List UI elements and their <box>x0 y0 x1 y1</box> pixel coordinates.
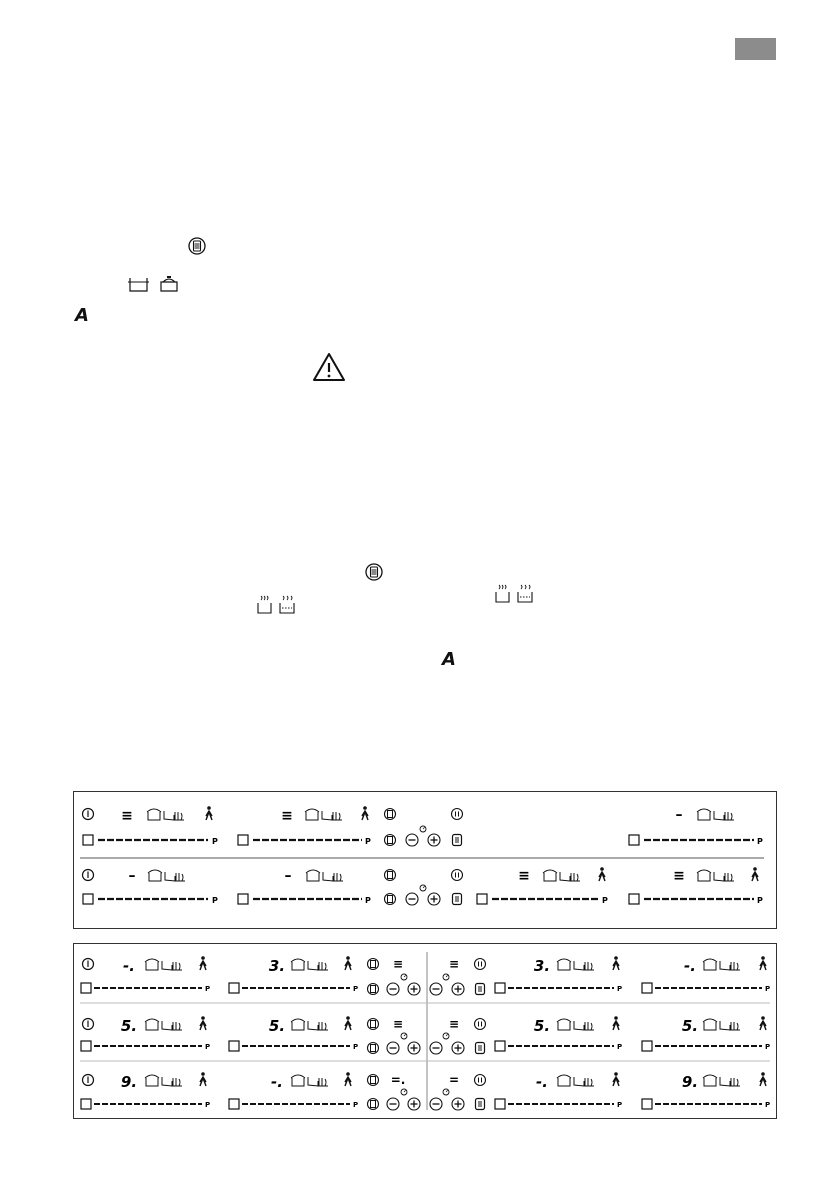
slider-end-label: P <box>212 837 218 846</box>
timer-icon <box>401 1033 407 1039</box>
slider-end-label: P <box>617 1043 623 1051</box>
timer-icon <box>443 1033 449 1039</box>
slider-end-label: P <box>205 985 211 993</box>
child-lock-icon[interactable] <box>385 870 396 881</box>
power-button-icon[interactable] <box>83 1075 94 1086</box>
key-lock-icon[interactable] <box>385 894 396 905</box>
slider-end-label: P <box>212 896 218 905</box>
slider-end-label: P <box>205 1043 211 1051</box>
power-button-icon[interactable] <box>83 959 94 970</box>
slider-end-label: P <box>765 1101 771 1109</box>
lock-key-icon <box>187 236 207 256</box>
slider-end-label: P <box>757 837 763 846</box>
cookware-icons <box>148 870 185 881</box>
slider-end-label: P <box>205 1101 211 1109</box>
cookware-icons <box>703 1019 740 1030</box>
slider-end-label: P <box>765 1043 771 1051</box>
cookware-icons <box>557 1019 594 1030</box>
minus-button[interactable] <box>387 1098 399 1110</box>
row1-zone6-group <box>629 807 763 846</box>
minus-button[interactable] <box>387 983 399 995</box>
zone-level-display: 9. <box>120 1073 138 1091</box>
zone-select-icon[interactable] <box>238 835 248 845</box>
zone-select-icon[interactable] <box>642 1041 652 1051</box>
row2-zone1-group <box>83 868 219 905</box>
slider-end-label: P <box>365 896 371 905</box>
zone-select-icon[interactable] <box>83 835 93 845</box>
timer-icon <box>443 1089 449 1095</box>
plus-button[interactable] <box>408 983 420 995</box>
zone-select-icon[interactable] <box>229 983 239 993</box>
minus-button[interactable] <box>406 834 418 846</box>
cookware-icons <box>145 1019 182 1030</box>
key-lock-icon[interactable] <box>368 984 379 995</box>
zone-select-icon[interactable] <box>81 1099 91 1109</box>
row2-zone2-group <box>238 868 371 905</box>
cookware-icons <box>147 809 184 820</box>
cookware-icons <box>306 870 343 881</box>
center-level-display: ≡ <box>448 1017 460 1031</box>
zone-select-icon[interactable] <box>238 894 248 904</box>
boost-icon[interactable] <box>345 1016 351 1030</box>
cookware-icons <box>703 1075 740 1086</box>
stop-go-icon[interactable] <box>476 1099 485 1110</box>
bottom-row-3 <box>81 1072 770 1110</box>
zone-level-display: -. <box>536 1073 548 1091</box>
minus-button[interactable] <box>406 893 418 905</box>
pause-icon[interactable] <box>452 809 463 820</box>
zone-select-icon[interactable] <box>629 835 639 845</box>
center-level-display: ≡ <box>392 957 404 971</box>
timer-icon <box>401 974 407 980</box>
slider-end-label: P <box>353 1043 359 1051</box>
pause-icon[interactable] <box>475 1075 486 1086</box>
plus-button[interactable] <box>408 1098 420 1110</box>
boost-icon[interactable] <box>599 867 605 881</box>
power-button-icon[interactable] <box>83 870 94 881</box>
boost-icon[interactable] <box>345 956 351 970</box>
minus-button[interactable] <box>430 1098 442 1110</box>
zone-level-display: 5. <box>120 1017 138 1035</box>
center-level-display: ≡ <box>392 1017 404 1031</box>
row1-zone1-group <box>83 806 219 846</box>
row1-zone2-group <box>238 806 371 846</box>
zone-level-display: 5. <box>533 1017 551 1035</box>
steam-pan-icon-right <box>492 583 540 605</box>
cookware-icons <box>145 959 182 970</box>
row2-center-controls <box>385 870 463 906</box>
hob-control-panel-bottom <box>73 943 777 1119</box>
key-lock-icon[interactable] <box>368 1099 379 1110</box>
boost-icon[interactable] <box>200 1072 206 1086</box>
zone-level-display: ≡ <box>518 868 530 884</box>
zone-level-display: -. <box>684 957 696 975</box>
slider-end-label: P <box>353 985 359 993</box>
cookware-icons <box>697 809 734 820</box>
child-lock-icon[interactable] <box>368 1019 379 1030</box>
zone-select-icon[interactable] <box>83 894 93 904</box>
stop-go-icon[interactable] <box>476 984 485 995</box>
center-level-display: = <box>448 1073 460 1087</box>
zone-select-icon[interactable] <box>81 983 91 993</box>
child-lock-icon[interactable] <box>368 959 379 970</box>
stop-go-icon[interactable] <box>453 894 462 905</box>
stop-go-icon[interactable] <box>476 1043 485 1054</box>
cookware-icons <box>543 870 580 881</box>
timer-icon <box>443 974 449 980</box>
cookware-icons <box>291 959 328 970</box>
cookware-icons <box>557 1075 594 1086</box>
minus-button[interactable] <box>387 1042 399 1054</box>
zone-select-icon[interactable] <box>477 894 487 904</box>
minus-button[interactable] <box>430 983 442 995</box>
boost-icon[interactable] <box>613 1072 619 1086</box>
slider-end-label: P <box>765 985 771 993</box>
cookware-icons <box>557 959 594 970</box>
zone-select-icon[interactable] <box>229 1099 239 1109</box>
key-lock-icon[interactable] <box>385 835 396 846</box>
segment-a-glyph: A <box>75 305 89 326</box>
pause-icon[interactable] <box>475 959 486 970</box>
center-level-display: ≡ <box>448 957 460 971</box>
key-lock-icon[interactable] <box>368 1043 379 1054</box>
slider-end-label: P <box>365 837 371 846</box>
zone-select-icon[interactable] <box>495 1099 505 1109</box>
slider-end-label: P <box>617 985 623 993</box>
boost-icon[interactable] <box>752 867 758 881</box>
center-level-display: =. <box>390 1073 406 1087</box>
hob-control-panel-top <box>73 791 777 929</box>
boost-icon[interactable] <box>760 1016 766 1030</box>
boost-icon[interactable] <box>200 956 206 970</box>
boost-icon[interactable] <box>362 806 368 820</box>
plus-button[interactable] <box>408 1042 420 1054</box>
section-tab <box>735 38 776 60</box>
zone-select-icon[interactable] <box>495 1041 505 1051</box>
minus-button[interactable] <box>430 1042 442 1054</box>
plus-button[interactable] <box>452 983 464 995</box>
boost-icon[interactable] <box>206 806 212 820</box>
zone-level-display: – <box>128 868 136 884</box>
segment-a-glyph-2: A <box>442 649 456 670</box>
zone-level-display: 3. <box>268 957 286 975</box>
cookware-icons <box>145 1075 182 1086</box>
pan-symbols-icon <box>127 274 187 294</box>
child-lock-icon[interactable] <box>385 809 396 820</box>
lock-key-icon-2 <box>364 562 384 582</box>
cookware-icons <box>305 809 342 820</box>
zone-level-display: 5. <box>681 1017 699 1035</box>
zone-select-icon[interactable] <box>642 983 652 993</box>
pause-icon[interactable] <box>475 1019 486 1030</box>
cookware-icons <box>697 870 734 881</box>
plus-button[interactable] <box>428 834 440 846</box>
slider-end-label: P <box>353 1101 359 1109</box>
zone-level-display: -. <box>123 957 135 975</box>
timer-icon <box>420 885 426 891</box>
slider-end-label: P <box>617 1101 623 1109</box>
zone-level-display: ≡ <box>281 808 293 824</box>
plus-button[interactable] <box>452 1098 464 1110</box>
power-button-icon[interactable] <box>83 809 94 820</box>
cookware-icons <box>703 959 740 970</box>
zone-level-display: 5. <box>268 1017 286 1035</box>
zone-select-icon[interactable] <box>229 1041 239 1051</box>
child-lock-icon[interactable] <box>368 1075 379 1086</box>
boost-icon[interactable] <box>345 1072 351 1086</box>
timer-icon <box>420 826 426 832</box>
boost-icon[interactable] <box>200 1016 206 1030</box>
zone-level-display: 3. <box>533 957 551 975</box>
slider-end-label: P <box>757 896 763 905</box>
slider-end-label: P <box>602 896 608 905</box>
boost-icon[interactable] <box>760 956 766 970</box>
power-button-icon[interactable] <box>83 1019 94 1030</box>
zone-level-display: ≡ <box>673 868 685 884</box>
bottom-row-1 <box>81 956 770 995</box>
boost-icon[interactable] <box>613 1016 619 1030</box>
row1-center-controls <box>385 809 463 847</box>
pause-icon[interactable] <box>452 870 463 881</box>
cookware-icons <box>291 1075 328 1086</box>
zone-level-display: 9. <box>681 1073 699 1091</box>
steam-pan-icon-left <box>254 594 302 616</box>
plus-button[interactable] <box>428 893 440 905</box>
bottom-row-2 <box>81 1016 770 1054</box>
row2-zone3-group <box>477 867 608 905</box>
zone-select-icon[interactable] <box>81 1041 91 1051</box>
row2-zone4-group <box>629 867 763 905</box>
zone-select-icon[interactable] <box>642 1099 652 1109</box>
zone-level-display: ≡ <box>121 808 133 824</box>
zone-select-icon[interactable] <box>495 983 505 993</box>
boost-icon[interactable] <box>613 956 619 970</box>
zone-select-icon[interactable] <box>629 894 639 904</box>
warning-triangle-icon <box>312 352 346 382</box>
timer-icon <box>401 1089 407 1095</box>
boost-icon[interactable] <box>760 1072 766 1086</box>
cookware-icons <box>291 1019 328 1030</box>
stop-go-icon[interactable] <box>453 835 462 846</box>
zone-level-display: -. <box>271 1073 283 1091</box>
zone-level-display: – <box>675 807 683 823</box>
plus-button[interactable] <box>452 1042 464 1054</box>
zone-level-display: – <box>284 868 292 884</box>
